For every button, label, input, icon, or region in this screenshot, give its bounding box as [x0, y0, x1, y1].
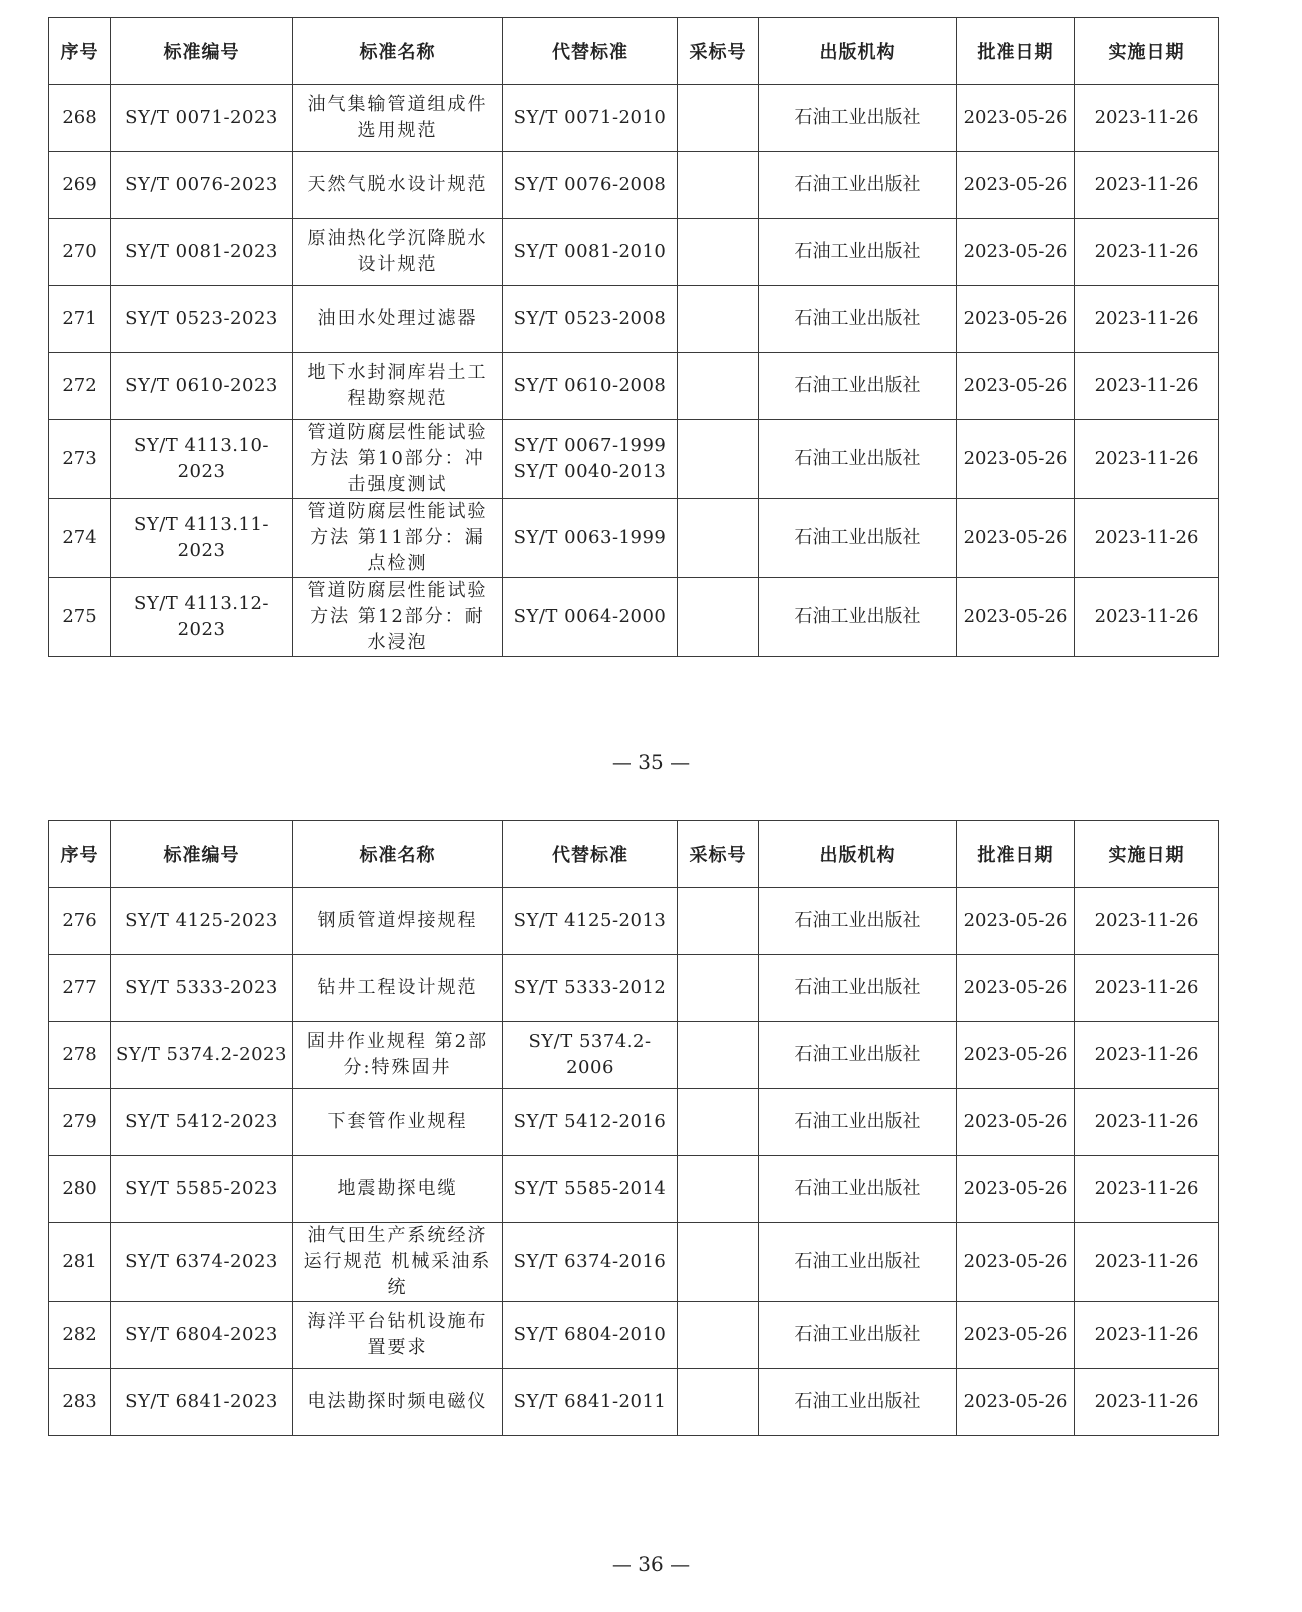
cell-publisher: 石油工业出版社	[759, 1022, 957, 1089]
cell-publisher: 石油工业出版社	[759, 1089, 957, 1156]
cell-effective: 2023-11-26	[1075, 1022, 1219, 1089]
cell-code	[111, 152, 293, 219]
cell-approved: 2023-05-26	[957, 286, 1075, 353]
cell-publisher: 石油工业出版社	[759, 888, 957, 955]
cell-name	[293, 152, 503, 219]
cell-name	[293, 955, 503, 1022]
cell-line: SY/T 6841-2023	[125, 1391, 278, 1412]
cell-line: 地下水封洞库岩土工	[307, 362, 488, 383]
cell-publisher: 石油工业出版社	[759, 1156, 957, 1223]
cell-line: SY/T 4125-2013	[513, 910, 667, 931]
cell-publisher: 石油工业出版社	[759, 353, 957, 420]
cell-adopt	[678, 420, 759, 499]
header-replaces: 代替标准	[503, 18, 678, 85]
cell-publisher: 石油工业出版社	[759, 578, 957, 657]
cell-name	[293, 1022, 503, 1089]
cell-line: SY/T 0071-2023	[125, 107, 278, 128]
cell-line: SY/T 5585-2023	[125, 1178, 278, 1199]
cell-approved: 2023-05-26	[957, 1089, 1075, 1156]
cell-adopt	[678, 955, 759, 1022]
header-effective: 实施日期	[1075, 821, 1219, 888]
cell-line: 击强度测试	[347, 474, 448, 495]
cell-line: SY/T 5585-2014	[513, 1178, 667, 1199]
cell-line: SY/T 0063-1999	[513, 527, 667, 548]
cell-name	[293, 420, 503, 499]
cell-adopt	[678, 1302, 759, 1369]
cell-no: 278	[49, 1022, 111, 1089]
cell-line: 钢质管道焊接规程	[317, 910, 478, 931]
cell-line: SY/T 5333-2012	[513, 977, 667, 998]
cell-no: 277	[49, 955, 111, 1022]
cell-adopt	[678, 1156, 759, 1223]
cell-line: 2023	[177, 619, 226, 640]
cell-code	[111, 499, 293, 578]
cell-adopt	[678, 1223, 759, 1302]
cell-publisher: 石油工业出版社	[759, 152, 957, 219]
table-row	[49, 420, 1219, 499]
cell-line: 油气集输管道组成件	[307, 94, 488, 115]
cell-code	[111, 286, 293, 353]
cell-approved: 2023-05-26	[957, 1369, 1075, 1436]
cell-line: SY/T 5333-2023	[125, 977, 278, 998]
cell-no: 282	[49, 1302, 111, 1369]
cell-line: 分:特殊固井	[343, 1057, 452, 1078]
cell-code	[111, 578, 293, 657]
standards-table-page-36	[48, 820, 1218, 1436]
cell-replaces	[503, 499, 678, 578]
page-number: — 35 —	[611, 750, 691, 774]
header-effective: 实施日期	[1075, 18, 1219, 85]
cell-line: SY/T 0523-2008	[513, 308, 667, 329]
cell-line: 选用规范	[357, 120, 438, 141]
page-number: — 36 —	[611, 1552, 691, 1576]
cell-line: 天然气脱水设计规范	[307, 174, 488, 195]
cell-name	[293, 286, 503, 353]
cell-no: 280	[49, 1156, 111, 1223]
cell-effective: 2023-11-26	[1075, 1223, 1219, 1302]
cell-line: SY/T 6374-2016	[513, 1251, 667, 1272]
cell-line: 管道防腐层性能试验	[307, 422, 488, 443]
header-code: 标准编号	[111, 821, 293, 888]
cell-line: SY/T 0081-2010	[513, 241, 667, 262]
cell-code	[111, 888, 293, 955]
cell-line: SY/T 0610-2008	[513, 375, 667, 396]
cell-effective: 2023-11-26	[1075, 1089, 1219, 1156]
cell-adopt	[678, 1089, 759, 1156]
cell-line: 设计规范	[357, 254, 438, 275]
cell-code	[111, 1022, 293, 1089]
table-row	[49, 578, 1219, 657]
cell-replaces	[503, 219, 678, 286]
cell-replaces	[503, 420, 678, 499]
cell-approved: 2023-05-26	[957, 420, 1075, 499]
cell-approved: 2023-05-26	[957, 1223, 1075, 1302]
cell-adopt	[678, 353, 759, 420]
table-row	[49, 499, 1219, 578]
cell-name	[293, 1223, 503, 1302]
cell-adopt	[678, 219, 759, 286]
cell-no: 276	[49, 888, 111, 955]
cell-code	[111, 85, 293, 152]
cell-adopt	[678, 1022, 759, 1089]
table-row	[49, 1156, 1219, 1223]
cell-adopt	[678, 152, 759, 219]
cell-no: 281	[49, 1223, 111, 1302]
cell-name	[293, 85, 503, 152]
cell-no: 271	[49, 286, 111, 353]
cell-line: 统	[387, 1277, 408, 1298]
cell-effective: 2023-11-26	[1075, 1302, 1219, 1369]
table-row	[49, 1302, 1219, 1369]
cell-code	[111, 1156, 293, 1223]
cell-name	[293, 1156, 503, 1223]
cell-no: 269	[49, 152, 111, 219]
cell-code	[111, 420, 293, 499]
cell-name	[293, 499, 503, 578]
cell-replaces	[503, 888, 678, 955]
standards-table	[48, 820, 1219, 1436]
cell-line: 电法勘探时频电磁仪	[307, 1391, 488, 1412]
header-replaces: 代替标准	[503, 821, 678, 888]
table-row	[49, 219, 1219, 286]
cell-line: 点检测	[367, 553, 428, 574]
table-row	[49, 85, 1219, 152]
cell-line: 水浸泡	[367, 632, 428, 653]
cell-no: 268	[49, 85, 111, 152]
cell-publisher: 石油工业出版社	[759, 1302, 957, 1369]
cell-approved: 2023-05-26	[957, 1022, 1075, 1089]
cell-name	[293, 1302, 503, 1369]
cell-line: 方法 第10部分：冲	[310, 448, 485, 469]
cell-line: 方法 第12部分：耐	[310, 606, 485, 627]
cell-effective: 2023-11-26	[1075, 353, 1219, 420]
cell-line: 程勘察规范	[347, 388, 448, 409]
cell-adopt	[678, 1369, 759, 1436]
cell-line: 置要求	[367, 1337, 428, 1358]
cell-effective: 2023-11-26	[1075, 152, 1219, 219]
cell-replaces	[503, 1089, 678, 1156]
cell-line: SY/T 0076-2023	[125, 174, 278, 195]
cell-line: 运行规范 机械采油系	[303, 1251, 492, 1272]
cell-replaces	[503, 1302, 678, 1369]
cell-line: SY/T 0081-2023	[125, 241, 278, 262]
cell-adopt	[678, 286, 759, 353]
cell-replaces	[503, 286, 678, 353]
cell-publisher: 石油工业出版社	[759, 499, 957, 578]
cell-line: SY/T 5374.2-2023	[116, 1044, 287, 1065]
cell-approved: 2023-05-26	[957, 219, 1075, 286]
cell-replaces	[503, 955, 678, 1022]
cell-line: SY/T 0610-2023	[125, 375, 278, 396]
cell-line: SY/T 0076-2008	[513, 174, 667, 195]
cell-effective: 2023-11-26	[1075, 420, 1219, 499]
table-row	[49, 353, 1219, 420]
cell-effective: 2023-11-26	[1075, 85, 1219, 152]
cell-line: SY/T 0064-2000	[513, 606, 667, 627]
cell-code	[111, 955, 293, 1022]
header-no: 序号	[49, 18, 111, 85]
cell-publisher: 石油工业出版社	[759, 955, 957, 1022]
cell-no: 279	[49, 1089, 111, 1156]
cell-adopt	[678, 888, 759, 955]
cell-approved: 2023-05-26	[957, 152, 1075, 219]
cell-publisher: 石油工业出版社	[759, 1223, 957, 1302]
cell-line: 地震勘探电缆	[337, 1178, 458, 1199]
cell-line: SY/T 6804-2010	[513, 1324, 667, 1345]
header-name: 标准名称	[293, 821, 503, 888]
cell-adopt	[678, 499, 759, 578]
cell-line: SY/T 4113.10-	[133, 435, 270, 456]
cell-no: 283	[49, 1369, 111, 1436]
cell-line: SY/T 0523-2023	[125, 308, 278, 329]
table-body	[49, 85, 1219, 657]
cell-name	[293, 578, 503, 657]
cell-approved: 2023-05-26	[957, 85, 1075, 152]
header-adopt: 采标号	[678, 821, 759, 888]
cell-effective: 2023-11-26	[1075, 499, 1219, 578]
cell-line: SY/T 6374-2023	[125, 1251, 278, 1272]
cell-replaces	[503, 1156, 678, 1223]
cell-no: 272	[49, 353, 111, 420]
cell-approved: 2023-05-26	[957, 499, 1075, 578]
cell-replaces	[503, 1223, 678, 1302]
cell-line: SY/T 5374.2-2006	[528, 1031, 652, 1078]
cell-name	[293, 888, 503, 955]
cell-code	[111, 1302, 293, 1369]
cell-line: 2023	[177, 540, 226, 561]
cell-no: 274	[49, 499, 111, 578]
cell-line: SY/T 6804-2023	[125, 1324, 278, 1345]
cell-name	[293, 219, 503, 286]
cell-line: SY/T 0071-2010	[513, 107, 667, 128]
header-code: 标准编号	[111, 18, 293, 85]
cell-replaces	[503, 152, 678, 219]
cell-line: SY/T 6841-2011	[513, 1391, 667, 1412]
cell-line: 管道防腐层性能试验	[307, 580, 488, 601]
table-row	[49, 955, 1219, 1022]
cell-publisher: 石油工业出版社	[759, 219, 957, 286]
cell-adopt	[678, 85, 759, 152]
cell-code	[111, 1089, 293, 1156]
cell-no: 270	[49, 219, 111, 286]
cell-effective: 2023-11-26	[1075, 955, 1219, 1022]
cell-line: 方法 第11部分：漏	[310, 527, 485, 548]
cell-no: 275	[49, 578, 111, 657]
cell-approved: 2023-05-26	[957, 1302, 1075, 1369]
cell-line: SY/T 0040-2013	[513, 461, 667, 482]
header-name: 标准名称	[293, 18, 503, 85]
cell-line: 下套管作业规程	[327, 1111, 468, 1132]
header-no: 序号	[49, 821, 111, 888]
header-publisher: 出版机构	[759, 821, 957, 888]
cell-publisher: 石油工业出版社	[759, 1369, 957, 1436]
cell-code	[111, 353, 293, 420]
cell-effective: 2023-11-26	[1075, 1369, 1219, 1436]
cell-name	[293, 1089, 503, 1156]
cell-replaces	[503, 1022, 678, 1089]
cell-line: 海洋平台钻机设施布	[307, 1311, 488, 1332]
table-row	[49, 1022, 1219, 1089]
cell-no: 273	[49, 420, 111, 499]
cell-line: 2023	[177, 461, 226, 482]
cell-effective: 2023-11-26	[1075, 888, 1219, 955]
cell-approved: 2023-05-26	[957, 1156, 1075, 1223]
cell-line: SY/T 4125-2023	[125, 910, 278, 931]
cell-code	[111, 1223, 293, 1302]
table-row	[49, 1223, 1219, 1302]
cell-publisher: 石油工业出版社	[759, 286, 957, 353]
cell-line: 固井作业规程 第2部	[306, 1031, 489, 1052]
table-row	[49, 152, 1219, 219]
cell-replaces	[503, 353, 678, 420]
standards-table	[48, 17, 1219, 657]
cell-code	[111, 219, 293, 286]
header-approved: 批准日期	[957, 18, 1075, 85]
cell-effective: 2023-11-26	[1075, 286, 1219, 353]
cell-name	[293, 1369, 503, 1436]
header-row	[49, 18, 1219, 85]
header-approved: 批准日期	[957, 821, 1075, 888]
cell-line: SY/T 4113.12-	[133, 593, 270, 614]
cell-replaces	[503, 578, 678, 657]
cell-effective: 2023-11-26	[1075, 219, 1219, 286]
table-row	[49, 1089, 1219, 1156]
cell-effective: 2023-11-26	[1075, 578, 1219, 657]
cell-name	[293, 353, 503, 420]
table-row	[49, 1369, 1219, 1436]
cell-approved: 2023-05-26	[957, 888, 1075, 955]
table-row	[49, 888, 1219, 955]
cell-line: 管道防腐层性能试验	[307, 501, 488, 522]
header-publisher: 出版机构	[759, 18, 957, 85]
standards-table-page-35	[48, 17, 1218, 657]
cell-line: SY/T 4113.11-	[133, 514, 270, 535]
cell-code	[111, 1369, 293, 1436]
cell-effective: 2023-11-26	[1075, 1156, 1219, 1223]
cell-line: SY/T 5412-2023	[125, 1111, 278, 1132]
table-body	[49, 888, 1219, 1436]
table-row	[49, 286, 1219, 353]
cell-publisher: 石油工业出版社	[759, 420, 957, 499]
cell-line: SY/T 5412-2016	[513, 1111, 667, 1132]
cell-line: 油气田生产系统经济	[307, 1225, 488, 1246]
cell-replaces	[503, 85, 678, 152]
cell-line: 原油热化学沉降脱水	[307, 228, 488, 249]
cell-line: SY/T 0067-1999	[513, 435, 667, 456]
cell-approved: 2023-05-26	[957, 955, 1075, 1022]
cell-adopt	[678, 578, 759, 657]
header-adopt: 采标号	[678, 18, 759, 85]
cell-approved: 2023-05-26	[957, 353, 1075, 420]
cell-publisher: 石油工业出版社	[759, 85, 957, 152]
header-row	[49, 821, 1219, 888]
cell-approved: 2023-05-26	[957, 578, 1075, 657]
cell-line: 油田水处理过滤器	[317, 308, 478, 329]
cell-line: 钻井工程设计规范	[317, 977, 478, 998]
cell-replaces	[503, 1369, 678, 1436]
